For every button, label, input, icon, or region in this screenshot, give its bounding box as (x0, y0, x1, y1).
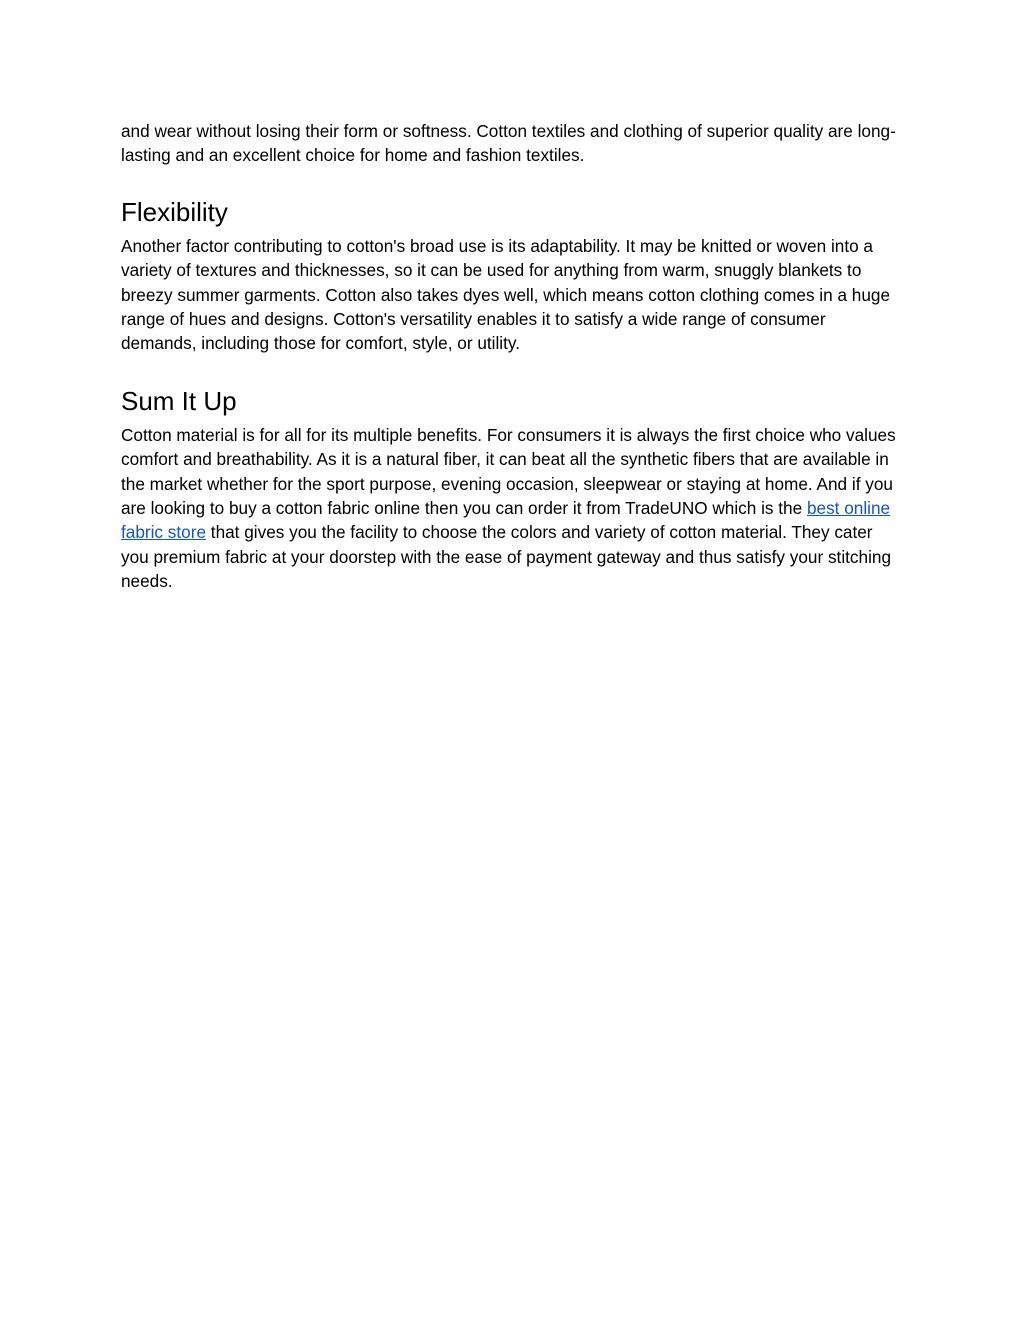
flexibility-heading: Flexibility (121, 196, 228, 227)
fabric-store-link[interactable]: best online fabric store (121, 498, 891, 543)
sum-it-up-paragraph (121, 423, 903, 594)
sum-it-up-text-before: Cotton material is for all for its multiple benefits. For consumers it is always the first choice who values comfort and breathability. As it is a natural fiber, it can beat all the synthetic fibers that are available in the market whether for the sport purpose, evening occasion, sleepwear or staying at home. And if you are looking to buy a cotton fabric online then you can order it from TradeUNO which is the (121, 424, 896, 519)
sum-it-up-heading: Sum It Up (121, 385, 237, 416)
document-page (121, 119, 903, 594)
flexibility-paragraph: Another factor contributing to cotton's broad use is its adaptability. It may be knitted or woven into a variety of textures and thicknesses, so it can be used for anything from warm, snuggly blankets to breezy summer garments. Cotton also takes dyes well, which means cotton clothing comes in a huge range of hues and designs. Cotton's versatility enables it to satisfy a wide range of consumer demands, including those for comfort, style, or utility. (121, 235, 891, 354)
intro-paragraph: and wear without losing their form or softness. Cotton textiles and clothing of superior quality are long-lasting and an excellent choice for home and fashion textiles. (121, 121, 896, 166)
sum-it-up-text-after: that gives you the facility to choose the colors and variety of cotton material. They cater you premium fabric at your doorstep with the ease of payment gateway and thus satisfy your stitching needs. (121, 522, 892, 592)
